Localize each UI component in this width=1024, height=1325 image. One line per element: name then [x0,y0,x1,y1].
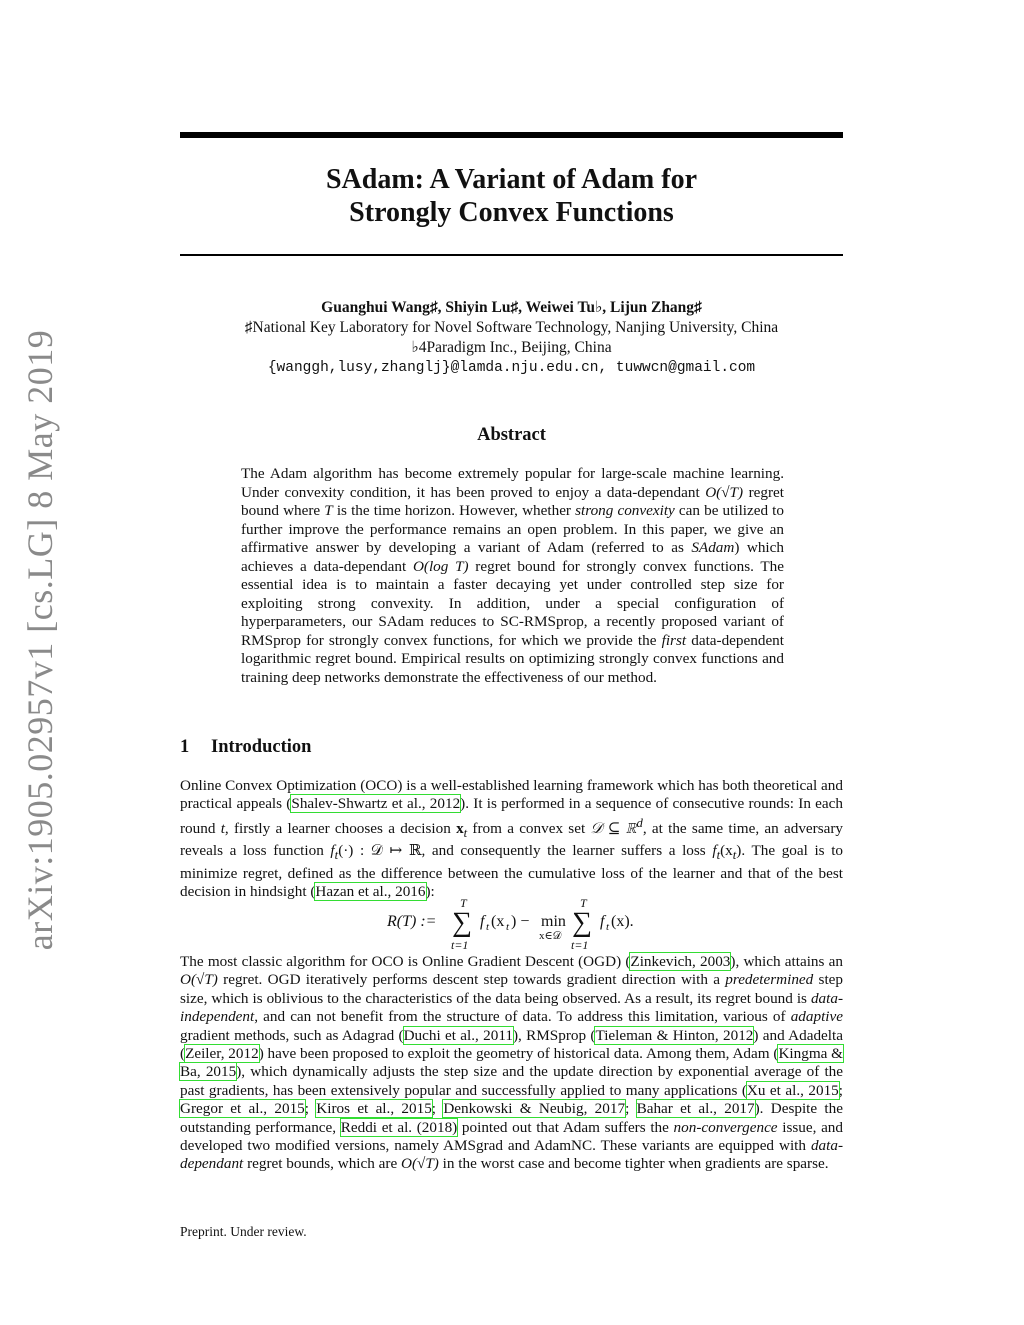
eq-min-sub: x∈𝒟 [539,930,562,942]
title-line-2: Strongly Convex Functions [349,197,674,228]
section-heading-introduction [180,737,311,758]
citation-link[interactable]: Kiros et al., 2015 [316,1100,432,1118]
footer-note: Preprint. Under review. [180,1224,307,1239]
section-title: Introduction [211,737,312,757]
math-expression: O(√T) [180,971,218,989]
eq-sum-2: ∑ [572,907,592,938]
section-number: 1 [180,737,190,757]
math-expression: (·) : 𝒟 ↦ ℝ [338,842,422,860]
body-text-run: gradient methods, such as Adagrad ( [180,1026,404,1044]
affiliation-nanjing: ♯National Key Laboratory for Novel Software Technology, Nanjing University, China [244,319,779,336]
eq-term1-arg: (x [491,913,505,930]
title-line-1: SAdam: A Variant of Adam for [325,164,698,195]
title-top-rule [180,132,843,138]
body-text-run: Online Convex Optimization (OCO) is a well-established learning framework which has both theoretical and practical appeals ( [180,777,843,813]
body-text-run: pointed out that Adam suffers the [457,1118,674,1136]
math-subscript: t [334,848,339,863]
math-subscript: t [463,825,468,840]
abstract-text-run: The Adam algorithm has become extremely popular for large-scale machine learning. Under convexity condition, it has been proved to enjoy a data-dependant [241,465,784,501]
author-emails: {wanggh,lusy,zhanglj}@lamda.nju.edu.cn, tuwwcn@gmail.com [267,360,756,376]
body-text-run: ): [425,883,435,901]
body-text-run: ), RMSprop ( [512,1026,596,1044]
eq-sum-1-top: T [460,896,467,910]
citation-link[interactable]: Tieleman & Hinton, 2012 [595,1026,754,1044]
eq-lhs: R(T) := [387,913,437,930]
math-expression: ) [736,842,742,860]
body-text-run: ). It is performed in a sequence of consecutive rounds: In each round [180,795,843,837]
math-expression: T [324,502,333,519]
author-block [180,298,843,378]
citation-link[interactable]: Gregor et al., 2015 [180,1100,305,1118]
title-bottom-rule [180,254,843,256]
citation-link[interactable]: Shalev-Shwartz et al., 2012 [291,795,461,813]
body-text-run: issue, and developed two modified versions, namely AMSgrad and AdamNC. These variants are equipped with [180,1118,843,1155]
body-text-run: ). Despite the outstanding performance, [180,1100,843,1136]
citation-link[interactable]: Denkowski & Neubig, 2017 [443,1100,626,1118]
intro-paragraph-1 [180,777,843,902]
abstract-text-run: data-dependent logarithmic regret bound. Empirical results on optimizing strongly convex functions and training deep networks demonstrate the effectiveness of our method. [241,631,784,686]
abstract-heading: Abstract [477,425,546,445]
paper-title [180,163,843,229]
eq-term1-f: f [480,913,485,930]
citation-link[interactable]: Hazan et al., 2016 [315,883,426,901]
math-expression: O(log T) [412,557,469,575]
emphasis-text: adaptive [790,1008,843,1026]
emphasis-text: predetermined [725,971,814,989]
body-text-run: ), which attains an [730,953,843,970]
body-text-run: . The goal is to minimize regret, defined as the difference between the cumulative loss of the learner and that of the best decision in hindsight ( [180,842,844,901]
body-text-run: regret bounds, which are [243,1155,401,1173]
abstract-text [241,465,784,687]
math-expression: 𝒟 ⊆ ℝ [590,819,637,837]
eq-term1-close: ) − [511,913,530,930]
emphasis-text: data-dependant [180,1137,843,1173]
eq-sum-1: ∑ [452,907,472,938]
body-text-run: from a convex set [467,819,591,837]
body-text-run: ), which dynamically adjusts the step size and the update direction by exponential average of the past gradients, has been extensively popular and successfully applied to many applications ( [180,1063,843,1099]
citation-link[interactable]: Duchi et al., 2011 [403,1026,513,1044]
eq-term1-sub: t [486,921,490,933]
body-text-run: , firstly a learner chooses a decision [224,819,457,837]
body-text-run: ; [625,1100,637,1118]
body-text-run: ; [304,1100,317,1118]
emphasis-text: data-independent [180,989,843,1026]
eq-sum-2-bottom: t=1 [571,938,589,952]
regret-equation [180,895,843,953]
emphasis-text: SAdam [691,539,735,556]
citation-link[interactable]: Bahar et al., 2017 [636,1100,755,1118]
math-expression: O(√T) [401,1155,439,1173]
math-expression: f [712,842,717,860]
body-text-run: ) and Adadelta ( [180,1026,843,1063]
author-names: Guanghui Wang♯, Shiyin Lu♯, Weiwei Tu♭, Lijun Zhang♯ [321,299,702,316]
body-text-run: , at the same time, an adversary reveals a loss function [180,819,844,860]
eq-term1-arg-sub: t [506,921,510,933]
math-superscript: d [636,815,643,830]
abstract-text-run: can be utilized to further improve the performance remains an open problem. In this paper, we give an affirmative answer by developing a variant of Adam (referred to as [241,502,784,556]
body-text-run: step size, which is oblivious to the characteristics of the data being observed. As a result, its regret bound is [180,971,844,1007]
citation-link[interactable]: Zeiler, 2012 [185,1045,259,1063]
math-subscript: t [732,848,737,863]
abstract-text-run: regret bound where [241,483,784,519]
emphasis-text: first [661,631,687,649]
eq-sum-1-bottom: t=1 [451,938,469,952]
math-expression: (x [720,842,733,860]
citation-link[interactable]: Xu et al., 2015 [746,1081,839,1099]
emphasis-text: strong convexity [575,502,675,519]
body-text-run: in the worst case and become tighter when gradients are sparse. [438,1155,829,1173]
body-text-run: The most classic algorithm for OCO is Online Gradient Descent (OGD) ( [180,953,631,970]
body-text-run: ; [431,1100,444,1118]
intro-paragraph-2 [180,953,843,1174]
eq-term2-arg: (x). [611,913,634,930]
emphasis-text: non-convergence [673,1118,778,1136]
eq-term2-f: f [600,913,605,930]
citation-link[interactable]: Kingma & Ba, 2015 [180,1045,843,1081]
math-expression: t [220,819,225,837]
abstract-text-run: ) which achieves a data-dependant [241,539,784,575]
body-text-run: , and consequently the learner suffers a loss [421,842,713,860]
eq-term2-sub: t [606,921,610,933]
body-text-run: ) have been proposed to exploit the geometry of historical data. Among them, Adam ( [258,1045,779,1063]
math-expression: f [330,842,335,860]
eq-min: min [541,913,566,930]
math-subscript: t [716,848,721,863]
affiliation-4paradigm: ♭4Paradigm Inc., Beijing, China [411,339,612,356]
math-expression: O(√T) [705,483,744,501]
body-text-run: regret. OGD iteratively performs descent step towards gradient direction with a [217,971,726,989]
math-expression: x [456,819,464,837]
abstract-text-run: regret bound for strongly convex functions. The essential idea is to maintain a faster decaying yet under controlled step size for exploiting strong convexity. In addition, under a special configuration of hyperparameters, our SAdam reduces to SC-RMSprop, a recently proposed variant of RMSprop for strongly convex functions, for which we provide the [241,557,784,649]
abstract-text-run: is the time horizon. However, whether [332,502,576,519]
regret-equation-svg [180,895,843,953]
arxiv-identifier: arXiv:1905.02957v1 [cs.LG] 8 May 2019 [20,329,60,951]
citation-link[interactable]: Zinkevich, 2003 [630,953,731,970]
citation-link[interactable]: Reddi et al. (2018) [340,1118,458,1136]
body-text-run: ; [838,1081,843,1099]
body-text-run: , and can not benefit from the structure of data. To address this limitation, various of [254,1008,791,1026]
eq-sum-2-top: T [580,896,587,910]
